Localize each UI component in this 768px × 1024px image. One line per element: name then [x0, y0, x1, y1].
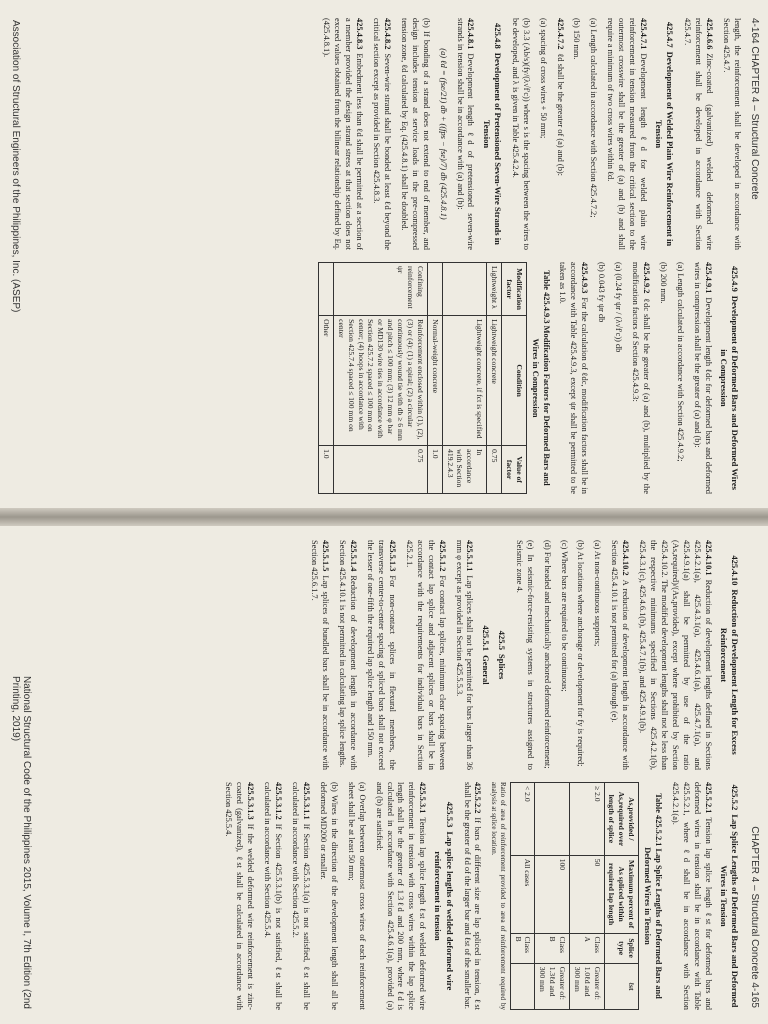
table-header-cell: ℓst — [604, 963, 639, 1009]
table-row — [569, 783, 604, 1010]
paragraph-text: ℓd shall be the greater of (a) and (b): — [555, 53, 565, 177]
paragraph-text: Reduction of development lengths defined in Sections 425.4.2.1(a), 425.4.3.1(a), 425.4.6.1(a), 425.4.7.1(a), and 425.4.9.1(a) shall be permitted by use of the ratio (As,required)/(As,provided), except where prohibited by Section 425.4.10.2. The modified development lengths shall not be less than the respective minimums specified in Sections 425.4.2.1(b), 425.4.3.1(c), 425.4.6.1(b), 425.4.7.1(b), and 425.4.9.1(b). — [638, 540, 713, 770]
table-cell — [442, 263, 486, 316]
section-number: 425.4.8.3 — [355, 18, 365, 50]
table-header-cell: As,provided / As,required over length of splice — [604, 783, 639, 856]
section-number: 425.5.3.1.3 — [246, 782, 256, 820]
section-number: 425.4.10.1 — [703, 540, 713, 576]
paragraph — [669, 782, 713, 1010]
section-heading — [653, 18, 675, 250]
paragraph-text: Tension lap splice length ℓst of welded deformed wire reinforcement in tension with cross wires within the lap splice length shall be the greater of 1.3ℓd and 200 mm, where ℓd is calculated in accordance with Section 425.4.6.1(a), provided (a) and (b) are satisfied: — [374, 782, 428, 1010]
section-heading — [479, 540, 490, 770]
paragraph — [608, 540, 630, 770]
table-header-cell: Value of factor — [501, 446, 526, 494]
section-number: 425.4.8 — [492, 23, 503, 49]
table-header-cell: Splice type — [604, 933, 639, 963]
equation: (a) ℓd = (fse/21) db + ((fps − fse)/7) db (425.4.8.1) — [438, 48, 448, 220]
section-number: 425.5.3.1.2 — [274, 782, 284, 820]
table-header-cell: Condition — [501, 316, 526, 446]
paragraph-text: Development length ℓd for welded plain wire reinforcement in tension measured from the critical section to the outermost crosswire shall be the greater of (a) and (b) and shall require a minimum of two cross wires within ℓd. — [606, 18, 649, 250]
table-cell: All cases — [510, 855, 535, 933]
section-number: 425.4.6.6 — [705, 18, 715, 50]
paragraph — [604, 18, 648, 250]
table-cell: Other — [319, 316, 334, 446]
paragraph — [336, 540, 358, 770]
heading-text: Splices — [496, 654, 507, 680]
modification-factors-table — [318, 262, 526, 494]
left-column-1 — [30, 18, 742, 250]
table-title: Table 425.4.9.3 Modification Factors for Deformed Bars and Wires in Compression — [530, 270, 551, 486]
section-number: 425.4.8.1 — [466, 18, 476, 50]
table-cell — [510, 963, 535, 1009]
list-item: (e) In seismic-force-resisting systems in structures assigned to Seismic zone 4. — [514, 540, 535, 770]
paragraph — [364, 540, 397, 770]
table-cell — [319, 263, 334, 316]
section-number: 425.5.2 — [730, 784, 740, 811]
section-number: 425.5.1 — [480, 625, 491, 652]
paragraph — [261, 782, 283, 1010]
paragraph — [454, 18, 476, 250]
section-number: 425.4.9.1 — [703, 262, 713, 294]
table-header-row — [501, 263, 526, 494]
paragraph-text: Lap splices shall not be permitted for bars larger than 36 mm φ except as provided in Section 425.5.5.3. — [454, 540, 475, 770]
paragraph-text: If Section 425.5.3.1(b) is not satisfied, ℓst shall be calculated in accordance with Section 425.5.4. — [263, 782, 284, 1010]
paragraph — [370, 18, 392, 250]
section-heading — [496, 540, 507, 770]
paragraph — [629, 262, 651, 494]
paragraph — [320, 18, 364, 250]
table-cell: Greater of: 1.3ℓd and 300 mm — [535, 963, 570, 1009]
paragraph-text: If Section 425.5.3.1(a) is not satisfied, ℓst shall be calculated in accordance with Section 425.5.2. — [291, 782, 311, 1010]
table-cell: In accordance with Section 419.2.4.3 — [442, 446, 486, 494]
lap-splice-lengths-table — [510, 782, 639, 1010]
list-item: (b) 150 mm. — [572, 18, 582, 60]
table-cell — [535, 783, 570, 856]
section-number: 425.5.3 — [444, 801, 455, 828]
paragraph — [636, 540, 712, 770]
paragraph-text: Reduction of development length in accordance with Section 425.4.10.1 is not permitted in calculating lap splice lengths. — [338, 540, 359, 770]
paragraph-text: Development length ℓd of pretensioned seven-wire strands in tension shall be in accordance with (a) and (b): — [455, 18, 476, 250]
paragraph — [691, 262, 713, 494]
section-number: 425.5.2.1 — [703, 782, 713, 814]
table-cell: 100 — [535, 855, 570, 933]
section-number: 425.4.9.3 — [580, 262, 590, 294]
table-cell: Class A — [569, 933, 604, 963]
paragraph-text: For the calculation of ℓdc, modification factors shall be in accordance with Table 425.4.9.3, except ψr shall be permitted to be taken as 1.0. — [558, 262, 590, 494]
list-item: (b) Wires in the direction of the development length shall all be deformed MD200 or smaller. — [318, 782, 339, 1010]
section-number: 425.4.8.2 — [382, 18, 392, 50]
list-item: (b) At locations where anchorage or development for fy is required; — [576, 540, 586, 767]
table-cell: Greater of: 1.0ℓd and 300 mm — [569, 963, 604, 1009]
heading-text: Development of Welded Plain Wire Reinforcement in Tension — [654, 51, 676, 247]
paragraph-text: Lap splices of bundled bars shall be in accordance with Section 425.6.1.7. — [310, 540, 331, 770]
section-number: 425.4.9 — [730, 265, 740, 292]
book-gutter — [0, 508, 768, 526]
table-cell: Normal-weight concrete — [427, 316, 442, 446]
page-footer: National Structural Code of the Philippines 2015, Volume I, 7th Edition (2nd Printing, 2019) — [10, 676, 32, 1009]
list-item: (b) 3.3 (Ab/s)(fy/(λ√f′c)) where s is the spacing between the wires to be developed, and λ is given in Table 425.4.2.4. — [510, 18, 531, 250]
list-item: (a) Overlap between outermost cross wires of each reinforcement sheet shall be at least 50 mm; — [346, 782, 367, 1010]
table-footnote: Ratio of area of reinforcement provided to area of reinforcement required by analysis at splice location. — [489, 782, 507, 1010]
section-heading — [480, 18, 502, 250]
paragraph-text: ℓdc shall be the greater of (a) and (b), multiplied by the modification factors of Section 425.4.9.3: — [631, 262, 651, 494]
heading-text: Lap Splice Lengths of Deformed Bars and Deformed Wires in Tension — [718, 814, 740, 1008]
paragraph — [289, 782, 311, 1010]
table-cell: 50 — [569, 855, 604, 933]
section-number: 425.4.9.2 — [641, 262, 651, 294]
paragraph-text: If the welded deformed wire reinforcement is zinc-coated (galvanized), ℓst shall be calculated in accordance with Section 425.5.4. — [224, 782, 256, 1010]
paragraph — [309, 540, 331, 770]
list-item: (b) If bonding of a strand does not extend to end of member, and design includes tension at service loads in the pre-compressed tension zone, ℓd calculated by Eq. (425.4.8.1) shall be doubled. — [399, 18, 431, 250]
paragraph — [554, 18, 565, 250]
section-number: 425.5.1.3 — [387, 540, 397, 572]
section-heading — [718, 262, 740, 494]
section-number: 425.4.7.2 — [555, 18, 565, 50]
paragraph — [403, 540, 447, 770]
paragraph-text: Development length ℓdc for deformed bars and deformed wires in compression shall be the greater of (a) and (b): — [692, 262, 713, 494]
list-item: (a) spacing of cross wires + 50 mm; — [538, 18, 548, 139]
table-cell: 1.0 — [319, 446, 334, 494]
right-page — [0, 526, 768, 1024]
table-row — [487, 263, 502, 494]
table-row — [334, 263, 428, 494]
heading-text: Development of Pretensioned Seven-Wire Strands in Tension — [481, 52, 503, 245]
table-row — [535, 783, 570, 1010]
page-header: CHAPTER 4 – Structural Concrete 4-165 — [749, 826, 760, 1008]
table-cell: ≥ 2.0 — [569, 783, 604, 856]
paragraph — [373, 782, 428, 1010]
table-header-cell: Modification factor — [501, 263, 526, 316]
table-cell: 0.75 — [334, 446, 428, 494]
section-heading — [718, 782, 740, 1010]
list-item: (a) (0.24 fy ψr / (λ√f′c)) db — [614, 262, 624, 353]
table-cell: Lightweight λ — [487, 263, 502, 316]
section-number: 425.5 — [496, 630, 507, 651]
section-heading — [718, 540, 740, 770]
section-number: 425.4.10.2 — [621, 540, 631, 576]
section-number: 425.4.7.1 — [639, 18, 649, 50]
paragraph-text: Zinc-coated (galvanized) welded deformed wire reinforcement shall be developed in accordance with Section 425.4.7. — [683, 18, 715, 250]
table-cell — [427, 263, 442, 316]
heading-text: General — [480, 655, 491, 685]
section-number: 425.5.1.1 — [465, 540, 475, 572]
heading-text: Lap splice lengths of welded deformed wire reinforcement in tension — [433, 831, 455, 991]
left-page — [0, 0, 768, 508]
list-item: (c) Where bars are required to be continuous; — [559, 540, 569, 692]
heading-text: Development of Deformed Bars and Deformed Wires in Compression — [718, 295, 740, 491]
table-row — [442, 263, 486, 494]
paragraph — [681, 18, 714, 250]
table-cell: 0.75 — [487, 446, 502, 494]
table-row — [319, 263, 334, 494]
paragraph-text: For non-contact splices in flexural members, the transverse center-to-center spacing of spliced bars shall not exceed the lesser of one-fifth the required lap splice length and 150 mm. — [366, 540, 397, 770]
section-number: 425.5.1.5 — [321, 540, 331, 572]
table-cell: Confining reinforcement ψr — [334, 263, 428, 316]
paragraph — [223, 782, 256, 1010]
list-item: (d) For headed and mechanically anchored deformed reinforcement; — [542, 540, 552, 769]
paragraph-text: Embedment less than ℓd shall be permitted at a section of a member provided the design strand stress at that section does not exceed values obtained from the bilinear relationship defined by Eq. (425.4.8.1). — [322, 18, 365, 250]
page-footer: Association of Structural Engineers of the Philippines, Inc. (ASEP) — [10, 20, 21, 313]
paragraph-text: If bars of different size are lap spliced in tension, ℓst shall be the greater of ℓd of the larger bar and ℓst of the smaller bar. — [462, 782, 483, 1010]
section-number: 425.4.10 — [730, 555, 740, 586]
table-cell: Lightweight concrete — [487, 316, 502, 446]
table-cell: Class B — [510, 933, 535, 963]
table-cell: Class B — [535, 933, 570, 963]
table-cell: 1.0 — [427, 446, 442, 494]
table-cell: < 2.0 — [510, 783, 535, 856]
section-number: 425.5.1.4 — [349, 540, 359, 572]
list-item: (b) 0.043 fy ψr db — [597, 262, 607, 323]
table-cell: Lightweight concrete, if fct is specified — [442, 316, 486, 446]
table-header-row — [604, 783, 639, 1010]
paragraph-text: A reduction of development length in accordance with Section 425.4.10.1 is not permitted for (a) through (e). — [610, 540, 631, 770]
table-cell: Reinforcement enclosed within (1), (2), (3) or (4): (1) a spiral; (2) a circular continuously wound tie with db ≥ 6 mm and pitch ≤ 100 mm; (3) 12 mm φ bar or MD130 wire ties in accordance with Section 425.7.2 spaced ≤ 100 mm on center; (4) hoops in accordance with Section 425.7.4 spaced ≤ 100 mm on center — [334, 316, 428, 446]
section-heading — [432, 782, 454, 1010]
heading-text: Reduction of Development Length for Excess Reinforcement — [718, 589, 740, 755]
list-item: (a) Length calculated in accordance with Section 425.4.9.2; — [675, 262, 685, 462]
section-number: 425.5.3.1 — [418, 782, 428, 814]
table-header-cell: Maximum percent of As spliced within required lap length — [604, 855, 639, 933]
section-number: 425.4.7 — [665, 21, 676, 48]
list-item: (a) Length calculated in accordance with Section 425.4.7.2; — [589, 18, 599, 218]
paragraph — [461, 782, 483, 1010]
section-number: 425.5.3.1.1 — [302, 782, 311, 820]
paragraph-text: Seven-wire strand shall be bonded at least ℓd beyond the critical section except as provided in Section 425.4.8.3. — [372, 18, 392, 250]
list-item: (b) 200 mm. — [658, 262, 668, 304]
left-column-2 — [30, 262, 742, 494]
right-column-1 — [30, 540, 742, 770]
table-row — [427, 263, 442, 494]
table-title: Table 425.5.2.1 Lap Splice Lengths of Deformed Bars and Deformed Wires in Tension — [643, 793, 663, 999]
paragraph — [453, 540, 475, 770]
section-number: 425.5.1.2 — [437, 540, 447, 572]
section-number: 425.5.2.2 — [473, 782, 483, 814]
paragraph-text: For contact lap splices, minimum clear spacing between the contact lap splice and adjacent splices or bars shall be in accordance with the requirements for individual bars in Section 425.2.1. — [404, 540, 447, 770]
right-column-2 — [30, 782, 742, 1010]
page-header: 4-164 CHAPTER 4 – Structural Concrete — [749, 18, 760, 200]
list-item: (a) At non-continuous supports; — [593, 540, 603, 647]
paragraph-text: Tension lap splice length ℓst for deformed bars and deformed wires in tension shall be in accordance with Table 425.5.2.1, where ℓd shall be in accordance with Section 425.4.2.1(a). — [670, 782, 713, 1010]
paragraph — [557, 262, 590, 494]
table-row — [510, 783, 535, 1010]
paragraph: length, the reinforcement shall be developed in accordance with Section 425.4.7. — [722, 18, 742, 250]
